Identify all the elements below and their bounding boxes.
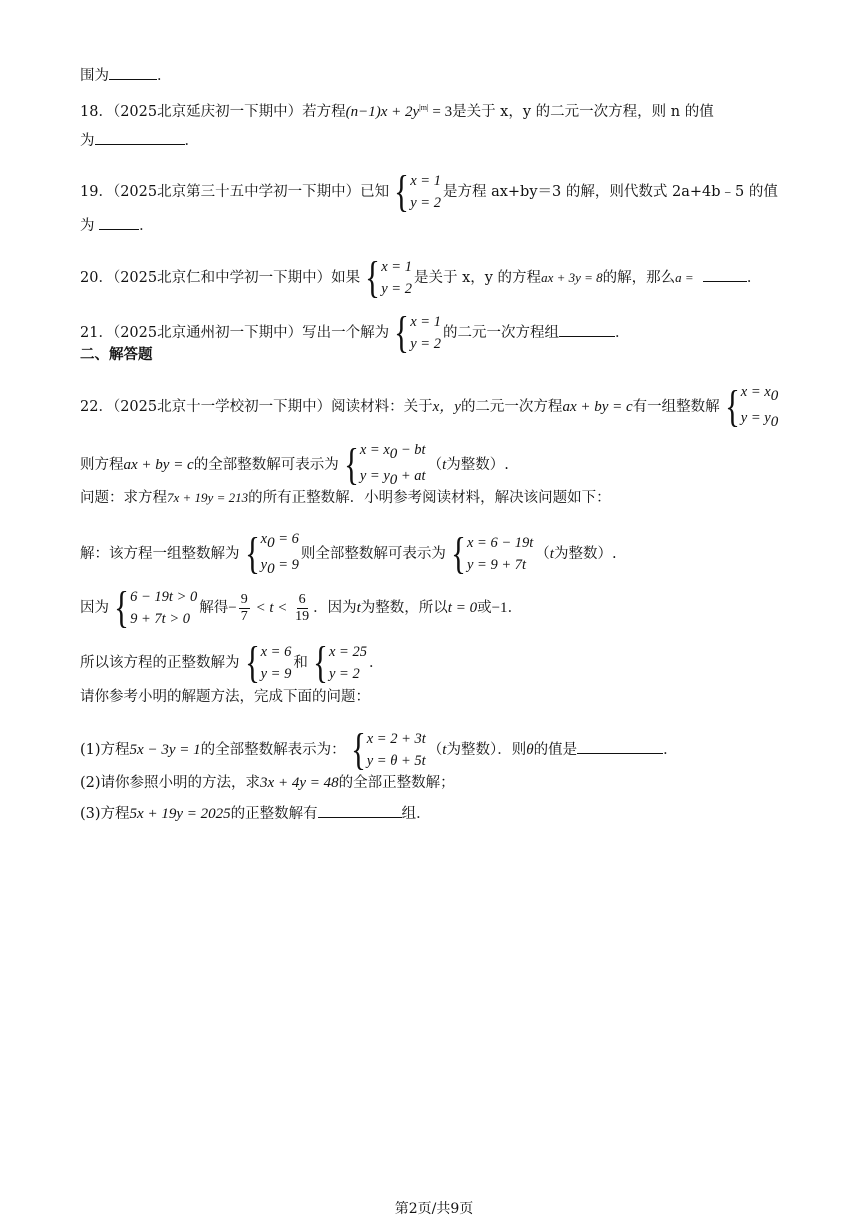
question-20: 20．（2025北京仁和中学初一下期中）如果 { x = 1 y = 2 是关于 x，y 的方程ax + 3y = 8的解，那么a = ． [80, 253, 762, 302]
question-19-cont: 为 ． [80, 215, 154, 236]
equation-system: { x = 6 − 19t y = 9 + 7t [451, 528, 534, 578]
page-footer: 第2页/共9页 [394, 1201, 474, 1217]
inequality-system: { 6 − 19t > 0 9 + 7t > 0 [114, 583, 198, 632]
question-22-line-6: 所以该方程的正整数解为 { x = 6 y = 9 和 { x = 25 y = 2 ． [80, 638, 384, 687]
answer-blank[interactable] [109, 65, 157, 80]
part-2: (2)请你参照小明的方法，求3x + 4y = 48的全部正整数解； [80, 775, 455, 791]
answer-blank[interactable] [559, 322, 615, 337]
equation-system: { x = 1 y = 2 [394, 167, 441, 216]
question-22-line-5: 因为 { 6 − 19t > 0 9 + 7t > 0 解得− $\frac{9}{7}$ < t < $\frac{6}{19}$ ．因为t为整数，所以t = 0或−1． [80, 583, 523, 632]
equation-system: { $x = x_0$ $y = y_0$ [724, 381, 779, 431]
question-18-cont: 为 ． [80, 130, 199, 151]
question-18: 18．（2025北京延庆初一下期中）若方程$(n-1)x + 2y^{|m|} = 3$是关于 x，y 的二元一次方程，则 n 的值 [80, 103, 714, 120]
answer-blank[interactable] [703, 267, 747, 282]
fraction: $\frac{9}{7}$ [240, 591, 248, 624]
question-22-line-4: 解：该方程一组整数解为 { $x_0 = 6$ $y_0 = 9$ 则全部整数解可表示为 { x = 6 − 19t y = 9 + 7t （t为整数）. [80, 528, 617, 578]
equation-system: { $x = x_0$ − bt $y = y_0$ + at [343, 439, 426, 489]
question-22-line-2: 则方程ax + by = c的全部整数解可表示为 { $x = x_0$ − bt $y = y_0$ + at （t为整数）. [80, 439, 509, 489]
equation-system: { x = 2 + 3t y = θ + 5t [350, 725, 426, 774]
answer-blank[interactable] [318, 803, 402, 818]
part-1: (1)方程5x − 3y = 1的全部整数解表示为： { x = 2 + 3t y = θ + 5t （t为整数）．则θ的值是 ． [80, 725, 678, 774]
equation-system: { x = 25 y = 2 [313, 638, 367, 687]
equation-system: { x = 6 y = 9 [244, 638, 292, 687]
answer-blank[interactable] [99, 215, 139, 230]
question-22-line-3: 问题：求方程7x + 19y = 213的所有正整数解．小明参考阅读材料，解决该问题如下： [80, 490, 611, 506]
question-22: 22．（2025北京十一学校初一下期中）阅读材料：关于x，y的二元一次方程ax + by = c有一组整数解 { $x = x_0$ $y = y_0$ [80, 381, 779, 431]
answer-blank[interactable] [95, 130, 185, 145]
equation-system: { $x_0 = 6$ $y_0 = 9$ [244, 528, 299, 578]
section-title: 二、解答题 [80, 347, 153, 363]
equation-system: { x = 1 y = 2 [394, 308, 441, 357]
question-21: 21．（2025北京通州初一下期中）写出一个解为 { x = 1 y = 2 的二元一次方程组 ． [80, 308, 630, 357]
question-19: 19．（2025北京第三十五中学初一下期中）已知 { x = 1 y = 2 是方程 ax+by＝3 的解，则代数式 2a+4b﹣5 的值 [80, 167, 778, 216]
equation-system: { x = 1 y = 2 [365, 253, 412, 302]
fraction: $\frac{6}{19}$ [295, 591, 310, 624]
equation: $(n-1)x + 2y^{|m|} = 3$ [345, 103, 453, 120]
line-1: 围为 ． [80, 65, 172, 86]
question-22-line-7: 请你参考小明的解题方法，完成下面的问题： [80, 689, 370, 705]
answer-blank[interactable] [577, 739, 663, 754]
part-3: (3)方程5x + 19y = 2025的正整数解有 组． [80, 803, 431, 824]
